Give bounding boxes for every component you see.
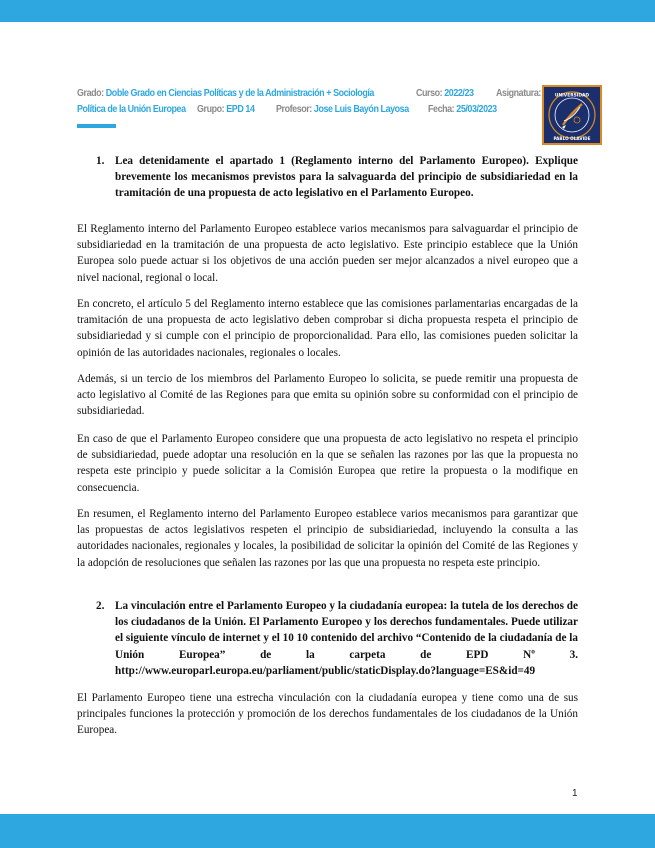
profesor-label: Profesor: (276, 104, 312, 115)
seal-emblem-icon (544, 87, 600, 143)
paragraph-5: En resumen, el Reglamento interno del Parlamento Europeo establece varios mecanismos para garantizar que las propuestas de actos legislativos respeten el principio de subsidiariedad, incluyendo la consulta a las autoridades nacionales, regionales y locales, la posibilidad de solicitar la opinión del Comité de las Regiones y la adopción de resoluciones que señalen las razones por las que una propuesta no respeta este principio. (77, 508, 578, 569)
header-underline (77, 124, 116, 128)
question-1-number: 1. (96, 155, 105, 167)
bottom-accent-bar (0, 814, 655, 848)
curso-value: 2022/23 (444, 88, 474, 99)
header-profesor (276, 104, 409, 116)
paragraph-4: En caso de que el Parlamento Europeo considere que una propuesta de acto legislativo no respeta el principio de subsidiariedad, puede adoptar una resolución en la que se señalen las razones por las que la propuesta no respeta este principio y puede solicitar a la Comisión Europea que retire la propuesta o la modifique en consecuencia. (77, 433, 578, 494)
header-grupo (197, 104, 254, 116)
grupo-value: EPD 14 (226, 104, 255, 115)
header-grado (77, 88, 374, 100)
question-2 (96, 598, 578, 679)
seal-top-text: UNIVERSIDAD (554, 93, 590, 99)
question-2-number: 2. (96, 600, 105, 612)
grupo-label: Grupo: (197, 104, 225, 115)
question-1-text: Lea detenidamente el apartado 1 (Reglamento interno del Parlamento Europeo). Explique brevemente los mecanismos previstos para la salvaguarda del principio de subsidiariedad en la tramitación de una propuesta de acto legislativo en el Parlamento Europeo. (115, 155, 578, 200)
paragraph-3: Además, si un tercio de los miembros del Parlamento Europeo lo solicita, se puede remitir una propuesta de acto legislativo al Comité de las Regiones para que emita su opinión sobre su conformidad con el principio de subsidiariedad. (77, 373, 578, 418)
fecha-value: 25/03/2023 (456, 104, 497, 115)
paragraph-1: El Reglamento interno del Parlamento Europeo establece varios mecanismos para salvaguardar el principio de subsidiariedad en la tramitación de una propuesta de acto legislativo. Este principio establece que la Unión Europea solo puede actuar si los objetivos de una acción pueden ser mejor alcanzados a nivel europeo que a nivel nacional, regional o local. (77, 223, 578, 284)
profesor-value: Jose Luis Bayón Layosa (313, 104, 409, 115)
grado-label: Grado: (77, 88, 104, 99)
curso-label: Curso: (416, 88, 443, 99)
fecha-label: Fecha: (428, 104, 455, 115)
university-seal-logo (542, 85, 602, 145)
question-1 (96, 153, 578, 202)
seal-bottom-text: PABLO OLAVIDE (553, 136, 591, 141)
asignatura-value: Política de la Unión Europea (77, 104, 186, 115)
header-curso (416, 88, 474, 100)
final-paragraph: El Parlamento Europeo tiene una estrecha vinculación con la ciudadanía europea y tiene como una de sus principales funciones la protección y promoción de los derechos fundamentales de los ciudadanos de la Unión Europea. (77, 692, 578, 737)
grado-value: Doble Grado en Ciencias Políticas y de la Administración + Sociología (105, 88, 374, 99)
top-accent-bar (0, 0, 655, 22)
page-number: 1 (572, 788, 578, 799)
header-fecha (428, 104, 497, 116)
question-2-text: La vinculación entre el Parlamento Europeo y la ciudadanía europea: la tutela de los derechos de los ciudadanos de la Unión. El Parlamento Europeo y los derechos fundamentales. Puede utilizar el siguiente vínculo de internet y el 10 10 contenido del archivo “Contenido de la ciudadanía de la Unión Europea” de la carpeta de EPD Nº 3. http://www.europarl.europa.eu/parliament/public/staticDisplay.do?language=ES&id=49 (115, 600, 578, 677)
asignatura-label: Asignatura: (496, 88, 541, 99)
header-asignatura (496, 88, 541, 100)
header-asignatura-value (77, 104, 186, 116)
paragraph-2: En concreto, el artículo 5 del Reglamento interno establece que las comisiones parlamentarias encargadas de la tramitación de una propuesta de acto legislativo deben comprobar si dicha propuesta respeta el principio de subsidiariedad y si cumple con el principio de proporcionalidad. Para ello, las comisiones pueden solicitar la opinión de las autoridades nacionales, regionales o locales. (77, 298, 578, 359)
